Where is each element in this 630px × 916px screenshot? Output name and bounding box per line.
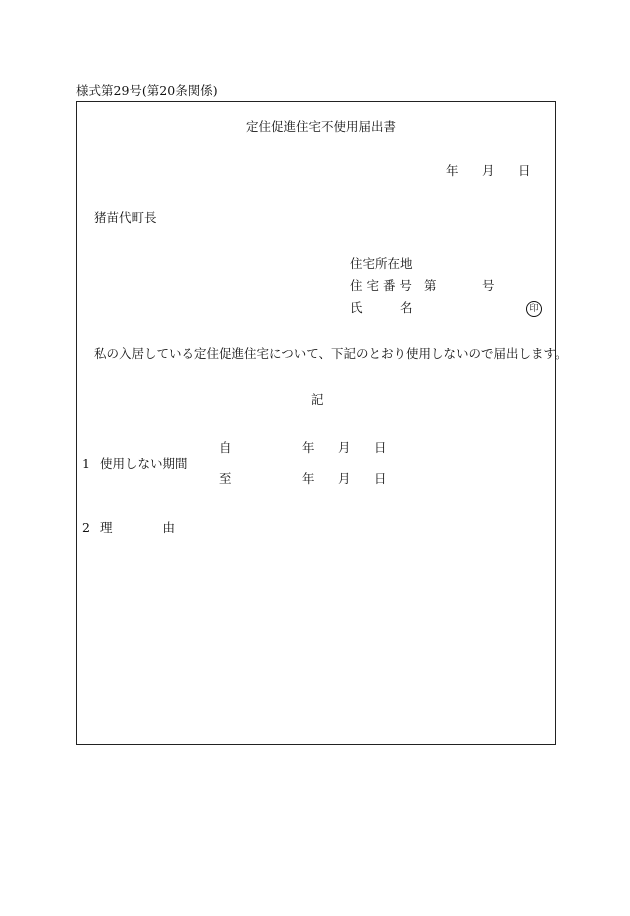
period-to-month: 月: [338, 471, 351, 486]
form-title: 定住促進住宅不使用届出書: [246, 119, 397, 134]
item-1-number: 1: [82, 456, 90, 471]
item-2-label: 理 由: [100, 520, 176, 535]
period-from-month: 月: [338, 440, 351, 455]
period-to-year: 年: [302, 471, 315, 486]
ki-label: 記: [311, 392, 324, 407]
name-label: 氏 名: [350, 300, 413, 315]
period-to-day: 日: [374, 471, 387, 486]
date-year: 年: [446, 163, 459, 178]
period-from-label: 自: [219, 440, 232, 455]
item-1-label: 使用しない期間: [100, 456, 188, 471]
seal-icon: 印: [526, 301, 542, 317]
date-month: 月: [482, 163, 495, 178]
addressee: 猪苗代町長: [94, 210, 157, 225]
date-day: 日: [518, 163, 531, 178]
body-text: 私の入居している定住促進住宅について、下記のとおり使用しないので届出します。: [94, 346, 568, 361]
period-to-label: 至: [219, 471, 232, 486]
form-number: 様式第29号(第20条関係): [76, 83, 218, 98]
seal-mark: [526, 301, 542, 317]
house-number-prefix: 第: [424, 278, 437, 293]
house-number-suffix: 号: [482, 278, 495, 293]
form-frame: [76, 101, 556, 745]
period-from-day: 日: [374, 440, 387, 455]
address-label: 住宅所在地: [350, 256, 413, 271]
period-from-year: 年: [302, 440, 315, 455]
item-2-number: 2: [82, 520, 90, 535]
house-number-label: 住 宅 番 号: [350, 278, 412, 293]
